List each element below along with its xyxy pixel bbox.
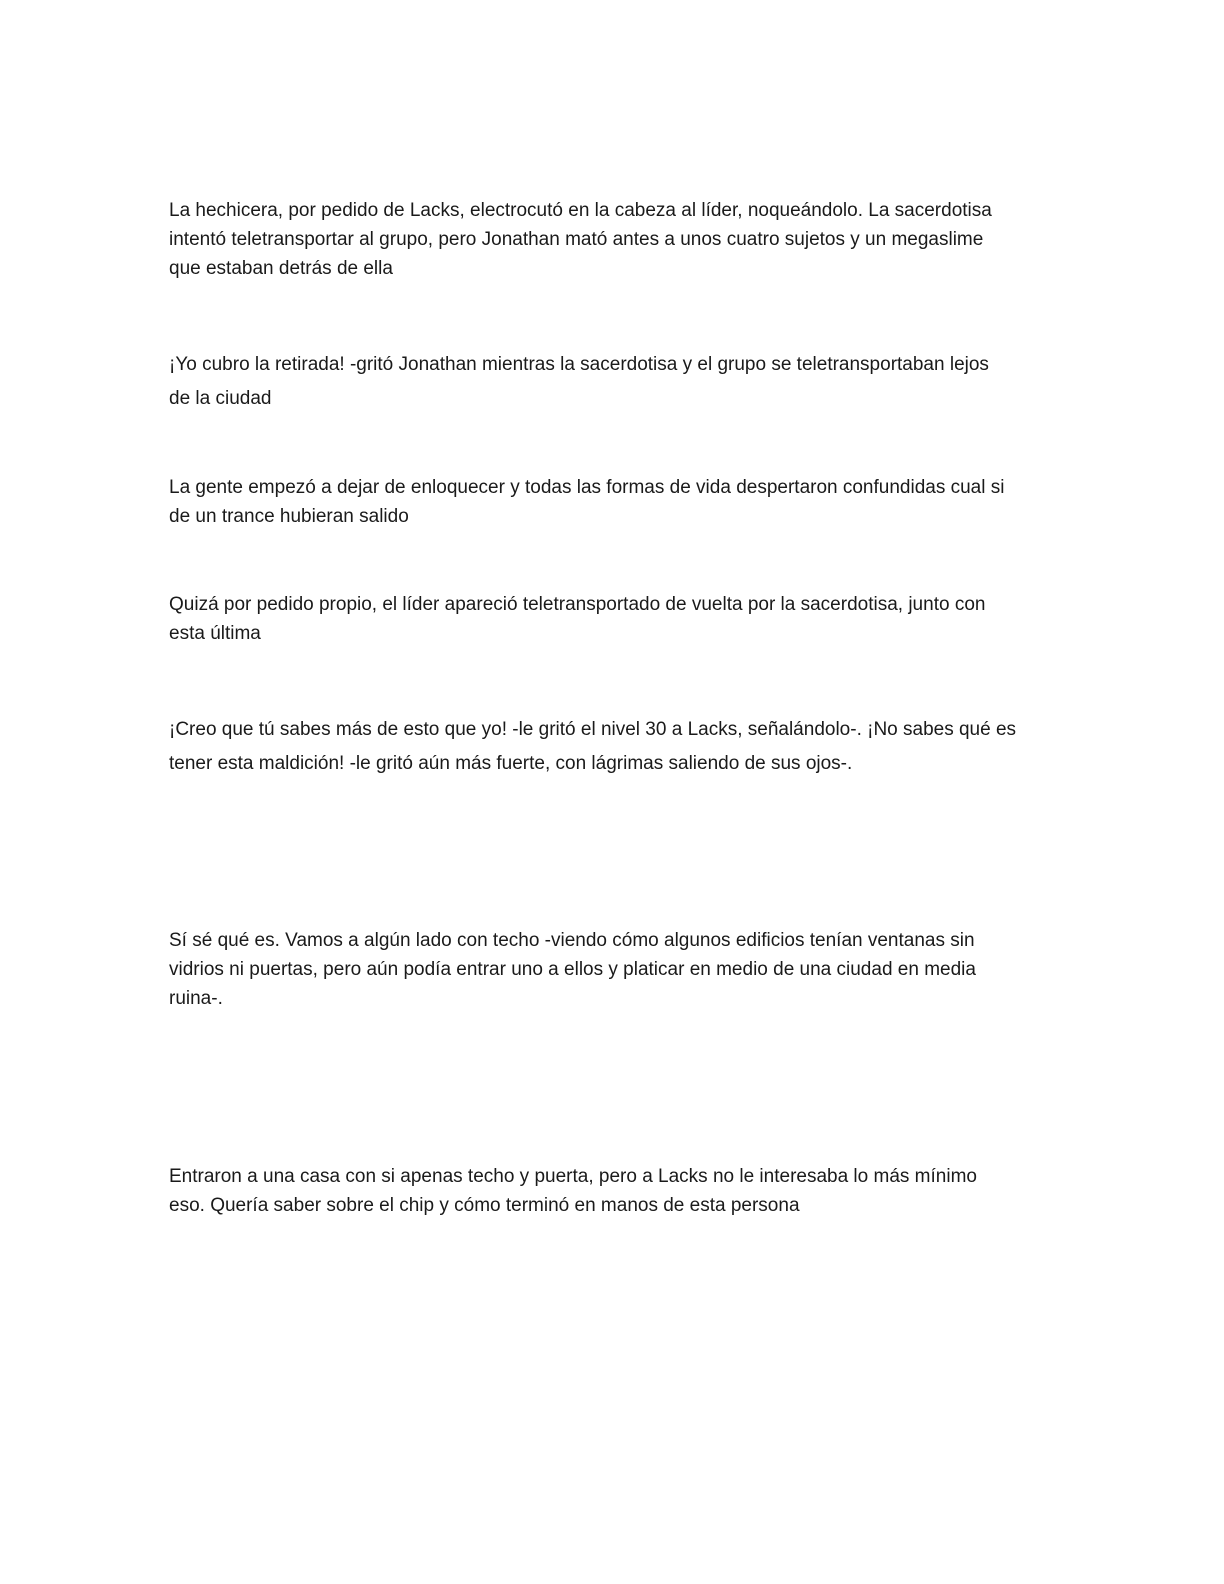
text-line: de la ciudad — [169, 388, 272, 409]
text-line: tener esta maldición! -le gritó aún más fuerte, con lágrimas saliendo de sus ojos-. — [169, 753, 853, 774]
text-line: ¡Yo cubro la retirada! -gritó Jonathan mientras la sacerdotisa y el grupo se teletransportaban lejos — [169, 354, 989, 375]
text-line: que estaban detrás de ella — [169, 258, 393, 279]
text-line: La gente empezó a dejar de enloquecer y todas las formas de vida despertaron confundidas cual si — [169, 477, 1005, 498]
paragraph — [169, 348, 1049, 416]
text-line: intentó teletransportar al grupo, pero Jonathan mató antes a unos cuatro sujetos y un megaslime — [169, 229, 984, 250]
paragraph — [169, 473, 1049, 531]
paragraph — [169, 590, 1049, 648]
paragraph — [169, 1162, 1049, 1220]
text-line: de un trance hubieran salido — [169, 506, 409, 527]
text-line: ruina-. — [169, 988, 223, 1009]
text-line: Quizá por pedido propio, el líder apareció teletransportado de vuelta por la sacerdotisa, junto con — [169, 594, 986, 615]
paragraph — [169, 196, 1049, 283]
paragraph — [169, 926, 1049, 1013]
paragraph — [169, 713, 1049, 781]
text-line: ¡Creo que tú sabes más de esto que yo! -le gritó el nivel 30 a Lacks, señalándolo-. ¡No sabes qué es — [169, 719, 1017, 740]
text-line: vidrios ni puertas, pero aún podía entrar uno a ellos y platicar en medio de una ciudad en media — [169, 959, 976, 980]
text-line: esta última — [169, 623, 261, 644]
text-line: Entraron a una casa con si apenas techo y puerta, pero a Lacks no le interesaba lo más mínimo — [169, 1166, 977, 1187]
text-line: Sí sé qué es. Vamos a algún lado con techo -viendo cómo algunos edificios tenían ventanas sin — [169, 930, 975, 951]
text-line: La hechicera, por pedido de Lacks, electrocutó en la cabeza al líder, noqueándolo. La sacerdotisa — [169, 200, 992, 221]
text-line: eso. Quería saber sobre el chip y cómo terminó en manos de esta persona — [169, 1195, 800, 1216]
